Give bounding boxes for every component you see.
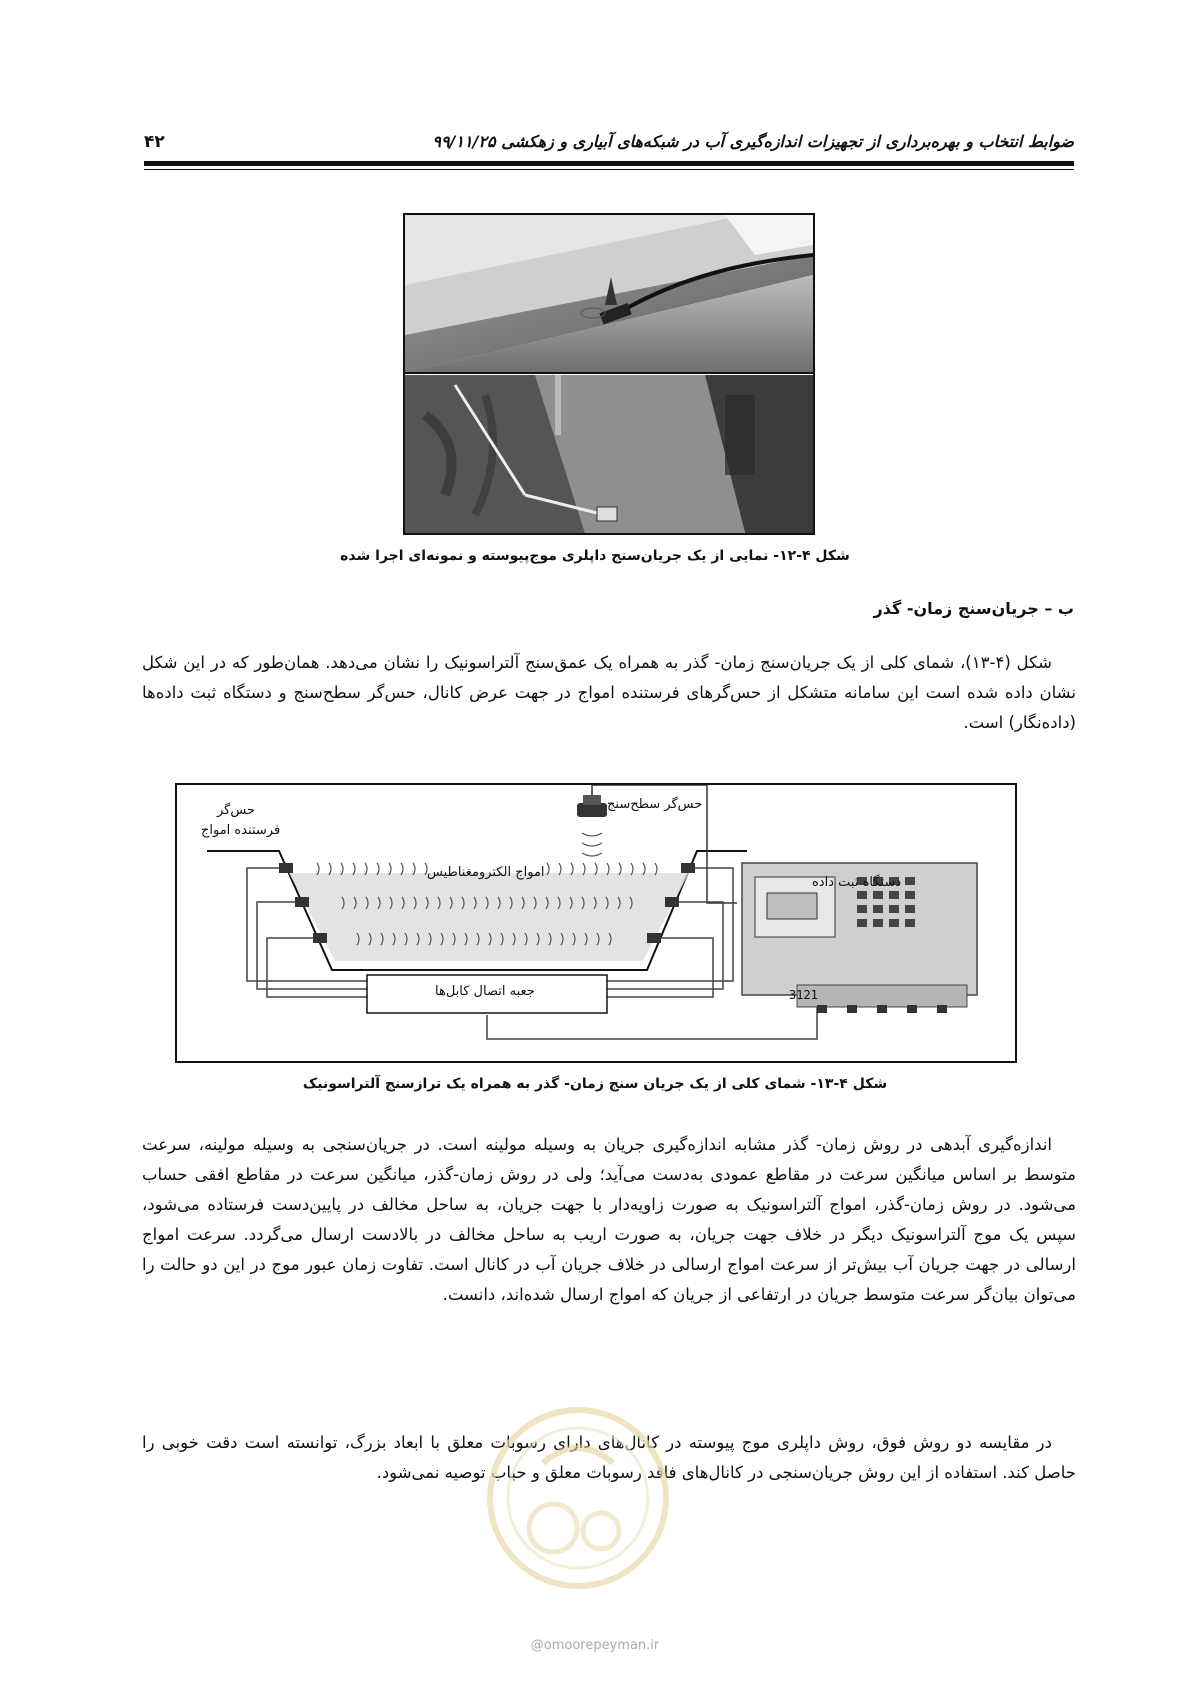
figure-12-photo: [403, 213, 815, 535]
doppler-flowmeter-photo: [405, 215, 813, 533]
logger-display-value: 3121: [789, 988, 818, 1002]
header-title: ضوابط انتخاب و بهره‌برداری از تجهیزات اندازه‌گیری آب در شبکه‌های آبیاری و زهکشی: [501, 132, 1074, 151]
label-junction-box: جعبه اتصال کابل‌ها: [435, 984, 535, 999]
transit-time-schematic: [177, 785, 1015, 1061]
section-heading: ب – جریان‌سنج زمان- گذر: [873, 599, 1074, 618]
label-transmitter-2: فرستنده امواج: [201, 823, 281, 838]
paragraph-2: [142, 1130, 1076, 1310]
paragraph-1-text: شکل (۴-۱۳)، شمای کلی از یک جریان‌سنج زمان- گذر به همراه یک عمق‌سنج آلتراسونیک را نشان می‌دهد. همان‌طور که در این شکل نشان داده شده است این سامانه متشکل از حس‌گرهای فرستنده امواج در جهت عرض کانال، حس‌گر سطح‌سنج و دستگاه ثبت داده‌ها (داده‌نگار) است.: [142, 653, 1076, 732]
label-em-waves: امواج الکترومغناطیس: [427, 865, 545, 880]
header-rule-thin: [144, 169, 1074, 170]
watermark-site: @omoorepeyman.ir: [530, 1638, 660, 1653]
label-data-logger: دستگاه ثبت داده: [812, 875, 902, 890]
header-date: ۹۹/۱۱/۲۵: [432, 132, 496, 151]
paragraph-3-text: در مقایسه دو روش فوق، روش داپلری موج پیوسته در کانال‌های دارای رسوبات معلق با ابعاد بزرگ، توانسته است دقت خوبی را حاصل کند. استفاده از این روش جریان‌سنجی در کانال‌های فاقد رسوبات معلق و حباب توصیه نمی‌شود.: [142, 1433, 1076, 1482]
figure-13-caption: شکل ۴-۱۳- شمای کلی از یک جریان سنج زمان- گذر به همراه یک ترازسنج آلتراسونیک: [302, 1076, 888, 1092]
paragraph-1: [142, 648, 1076, 738]
figure-12-caption: شکل ۴-۱۲- نمایی از یک جریان‌سنج داپلری موج‌پیوسته و نمونه‌ای اجرا شده: [340, 548, 850, 564]
label-transmitter: حس‌گر: [217, 803, 255, 818]
header-title-line: [416, 132, 1074, 151]
page-number: ۴۲: [144, 132, 165, 152]
header-rule-thick: [144, 161, 1074, 166]
figure-13-diagram: [175, 783, 1017, 1063]
label-level-sensor: حس‌گر سطح‌سنج: [607, 797, 703, 812]
watermark-seal-icon: [483, 1403, 673, 1593]
paragraph-2-text: اندازه‌گیری آبدهی در روش زمان- گذر مشابه اندازه‌گیری جریان به وسیله مولینه است. در جریان‌سنجی به وسیله مولینه، سرعت متوسط بر اساس میانگین سرعت در مقاطع عمودی به‌دست می‌آید؛ ولی در روش زمان-گذر، میانگین سرعت در مقاطع افقی حساب می‌شود. در روش زمان-گذر، امواج آلتراسونیک به صورت زاویه‌دار با جهت جریان، به ساحل مخالف در پایین‌دست فرستاده می‌شود، سپس یک موج آلتراسونیک دیگر در خلاف جهت جریان، به صورت اریب به ساحل مخالف در بالادست ارسال می‌گردد. سرعت امواج ارسالی در جهت جریان آب بیش‌تر از سرعت امواج ارسالی در خلاف جریان آب در کانال است. تفاوت زمان عبور موج در این دو حالت را می‌توان بیان‌گر سرعت متوسط جریان در ارتفاعی از جریان که امواج ارسال شده‌اند، دانست.: [142, 1135, 1076, 1304]
